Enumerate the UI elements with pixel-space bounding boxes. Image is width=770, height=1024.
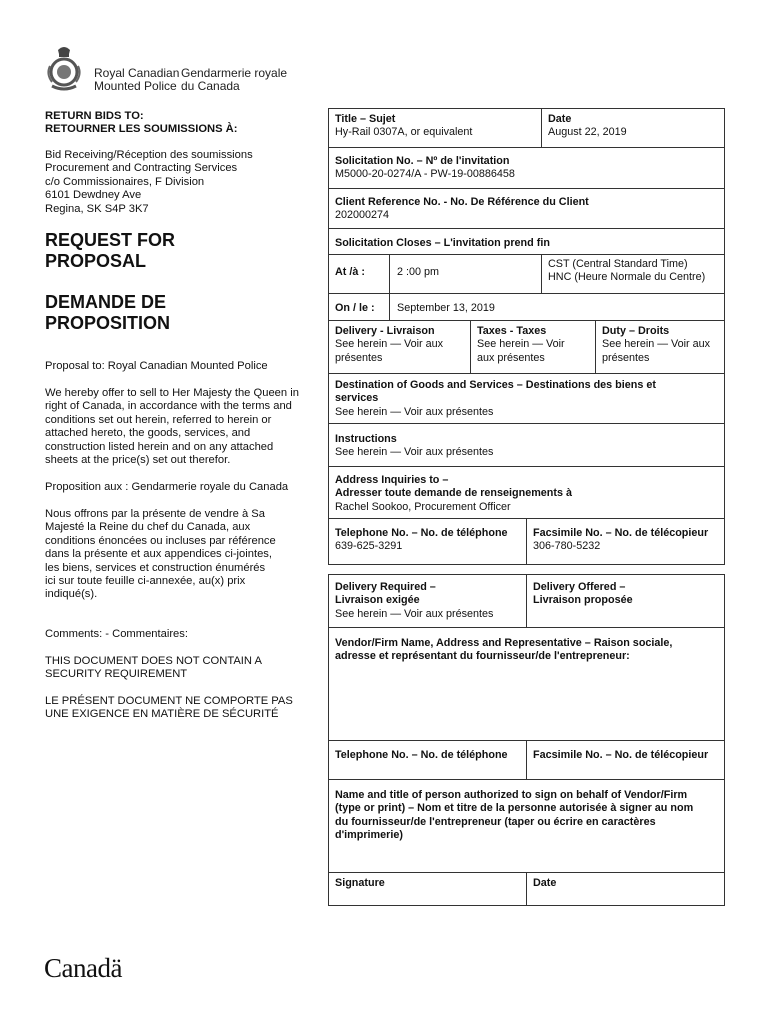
facsimile-field: Facsimile No. – No. de télécopieur 306-780-5232 (533, 527, 709, 553)
doc-title-fr: DEMANDE DE PROPOSITION (45, 292, 171, 333)
client-reference: Client Reference No. - No. De Référence du Client 202000274 (335, 196, 589, 222)
closing-time: 2 :00 pm (397, 266, 440, 278)
vendor-info-box (328, 574, 725, 906)
duty-field: Duty – Droits See herein — Voir aux présentes (602, 325, 711, 364)
solicitation-info-box (328, 108, 725, 565)
security-note-fr: LE PRÉSENT DOCUMENT NE COMPORTE PAS UNE EXIGENCE EN MATIÈRE DE SÉCURITÉ (45, 695, 293, 721)
at-label: At /à : (335, 266, 365, 278)
doc-title-en: REQUEST FOR PROPOSAL (45, 230, 176, 271)
offer-text-en: We hereby offer to sell to Her Majesty the Queen in right of Canada, in accordance with the terms and conditions set out herein, referred to herein or attached hereto, the goods, services, and construction listed herein and on any attached sheets at the price(s) set out therefor. (45, 387, 299, 467)
solicitation-number: Solicitation No. – Nº de l'invitation M5000-20-0274/A - PW-19-00886458 (335, 155, 515, 181)
vendor-name-field[interactable]: Vendor/Firm Name, Address and Representative – Raison sociale, adresse et représentant du fournisseur/de l'entrepreneur: (335, 637, 673, 663)
delivery-field: Delivery - Livraison See herein — Voir aux présentes (335, 325, 444, 364)
proposal-to: Proposal to: Royal Canadian Mounted Police (45, 360, 268, 372)
instructions-field: Instructions See herein — Voir aux présentes (335, 433, 494, 459)
time-zone: CST (Central Standard Time) HNC (Heure Normale du Centre) (548, 258, 706, 284)
return-bids-heading: RETURN BIDS TO: RETOURNER LES SOUMISSIONS À: (45, 110, 238, 136)
on-label: On / le : (335, 302, 375, 314)
solicitation-closes: Solicitation Closes – L'invitation prend fin (335, 237, 550, 249)
signature-field[interactable]: Signature (335, 877, 385, 889)
vendor-telephone-field[interactable]: Telephone No. – No. de téléphone (335, 749, 508, 761)
inquiries-field: Address Inquiries to – Adresser toute demande de renseignements à Rachel Sookoo, Procurement Officer (335, 474, 573, 513)
title-field: Title – Sujet Hy-Rail 0307A, or equivalent (335, 113, 473, 139)
delivery-required-field[interactable]: Delivery Required – Livraison exigée See herein — Voir aux présentes (335, 581, 494, 620)
vendor-facsimile-field[interactable]: Facsimile No. – No. de télécopieur (533, 749, 709, 761)
org-name-fr: Gendarmerie royale du Canada (181, 66, 288, 93)
closing-date: September 13, 2019 (397, 302, 495, 314)
security-note-en: THIS DOCUMENT DOES NOT CONTAIN A SECURITY REQUIREMENT (45, 655, 262, 681)
return-address: Bid Receiving/Réception des soumissions Procurement and Contracting Services c/o Commissionaires, F Division 6101 Dewdney Ave Regina, SK S4P 3K7 (45, 149, 253, 215)
authorized-person-field[interactable]: Name and title of person authorized to sign on behalf of Vendor/Firm (type or print) – Nom et titre de la personne autorisée à signer au nom du fournisseur/de l'entrepreneur (taper ou écrire en caractères d'imprimerie) (335, 789, 694, 841)
proposition-aux: Proposition aux : Gendarmerie royale du Canada (45, 481, 289, 493)
rcmp-crest-icon (44, 44, 84, 92)
offer-text-fr: Nous offrons par la présente de vendre à Sa Majesté la Reine du chef du Canada, aux conditions énoncées ou incluses par référence dans la présente et aux appendices ci-jointes, les biens, services et construction énumérés ici sur toute feuille ci-annexée, au(x) prix indiqué(s). (45, 508, 276, 601)
signature-date-field[interactable]: Date (533, 877, 557, 889)
comments-label: Comments: - Commentaires: (45, 628, 188, 640)
org-name-en: Royal Canadian Mounted Police (94, 66, 180, 93)
destination-field: Destination of Goods and Services – Destinations des biens et services See herein — Voir aux présentes (335, 379, 656, 418)
canada-wordmark: Canadä (44, 953, 122, 983)
date-field: Date August 22, 2019 (548, 113, 627, 139)
delivery-offered-field[interactable]: Delivery Offered – Livraison proposée (533, 581, 633, 607)
taxes-field: Taxes - Taxes See herein — Voir aux présentes (477, 325, 565, 364)
telephone-field: Telephone No. – No. de téléphone 639-625-3291 (335, 527, 508, 553)
